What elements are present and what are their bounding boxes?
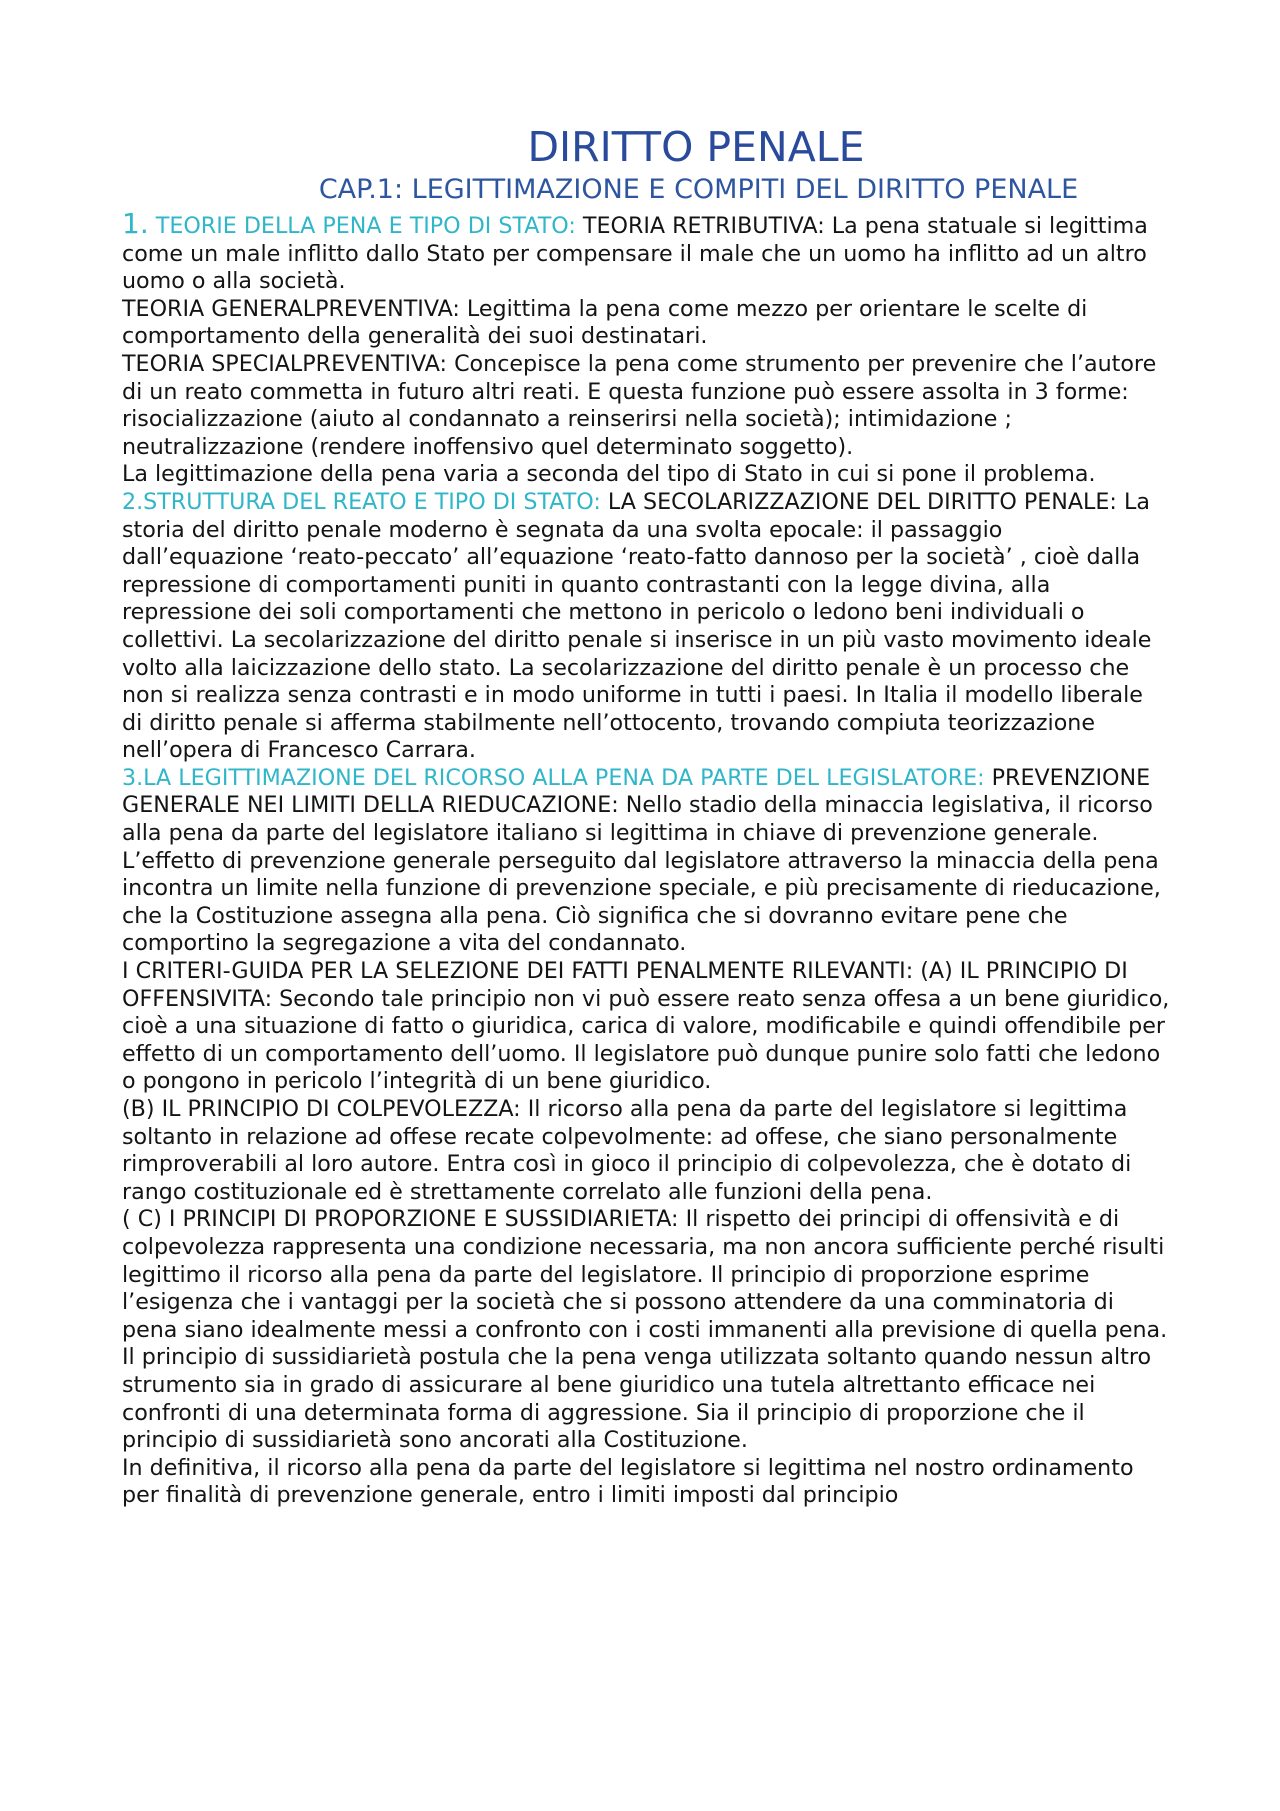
paragraph-text: PREVENZIONE GENERALE NEI LIMITI DELLA RIEDUCAZIONE: Nello stadio della minaccia legislativa, il ricorso alla pena da parte del legislatore italiano si legittima in chiave di prevenzione generale. L’effetto di prevenzione generale perseguito dal legislatore attraverso la minaccia della pena incontra un limite nella funzione di prevenzione speciale, e più precisamente di rieducazione, che la Costituzione assegna alla pena. Ciò significa che si dovranno evitare pene che comportino la segregazione a vita del condannato. [122,764,1161,957]
section-heading: TEORIE DELLA PENA E TIPO DI STATO: [148,213,576,239]
paragraph-4 [122,461,1170,489]
paragraph-10 [122,1455,1170,1510]
paragraph-text: In definitiva, il ricorso alla pena da parte del legislatore si legittima nel nostro ordinamento per finalità di prevenzione generale, entro i limiti imposti dal principio [122,1454,1134,1509]
paragraph-3 [122,351,1170,461]
page-title: DIRITTO PENALE [527,123,865,171]
paragraph-text: LA SECOLARIZZAZIONE DEL DIRITTO PENALE: La storia del diritto penale moderno è segnata da una svolta epocale: il passaggio dall’equazione ‘reato-peccato’ all’equazione ‘reato-fatto dannoso per la società’ , cioè dalla repressione di comportamenti puniti in quanto contrastanti con la legge divina, alla repressione dei soli comportamenti che mettono in pericolo o ledono beni individuali o collettivi. La secolarizzazione del diritto penale si inserisce in un più vasto movimento ideale volto alla laicizzazione dello stato. La secolarizzazione del diritto penale è un processo che non si realizza senza contrasti e in modo uniforme in tutti i paesi. In Italia il modello liberale di diritto penale si afferma stabilmente nell’ottocento, trovando compiuta teorizzazione nell’opera di Francesco Carrara. [122,488,1152,764]
paragraph-5 [122,489,1170,765]
paragraph-1 [122,207,1170,296]
section-heading: 3.LA LEGITTIMAZIONE DEL RICORSO ALLA PENA DA PARTE DEL LEGISLATORE: [122,764,985,791]
paragraph-text: I CRITERI-GUIDA PER LA SELEZIONE DEI FATTI PENALMENTE RILEVANTI: (A) IL PRINCIPIO DI OFFENSIVITA: Secondo tale principio non vi può essere reato senza offesa a un bene giuridico, cioè a una situazione di fatto o giuridica, carica di valore, modificabile e quindi offendibile per effetto di un comportamento dell’uomo. Il legislatore può dunque punire solo fatti che ledono o pongono in pericolo l’integrità di un bene giuridico. [122,958,1170,1095]
paragraph-9 [122,1206,1170,1454]
paragraph-8 [122,1096,1170,1206]
document-body [122,207,1170,1510]
section-number: 1. [122,207,149,240]
paragraph-text: La legittimazione della pena varia a seconda del tipo di Stato in cui si pone il problema. [122,461,1096,488]
paragraph-text: TEORIA RETRIBUTIVA: La pena statuale si legittima come un male inflitto dallo Stato per compensare il male che un uomo ha inflitto ad un altro uomo o alla società. [122,213,1148,295]
section-heading: 2.STRUTTURA DEL REATO E TIPO DI STATO: [122,488,601,515]
paragraph-7 [122,958,1170,1096]
paragraph-6 [122,765,1170,958]
chapter-heading: CAP.1: LEGITTIMAZIONE E COMPITI DEL DIRITTO PENALE [318,174,1079,205]
paragraph-text: ( C) I PRINCIPI DI PROPORZIONE E SUSSIDIARIETA: Il rispetto dei principi di offensività e di colpevolezza rappresenta una condizione necessaria, ma non ancora sufficiente perché risulti legittimo il ricorso alla pena da parte del legislatore. Il principio di proporzione esprime l’esigenza che i vantaggi per la società che si possono attendere da una comminatoria di pena siano idealmente messi a confronto con i costi immanenti alla previsione di quella pena. Il principio di sussidiarietà postula che la pena venga utilizzata soltanto quando nessun altro strumento sia in grado di assicurare al bene giuridico una tutela altrettanto efficace nei confronti di una determinata forma di aggressione. Sia il principio di proporzione che il principio di sussidiarietà sono ancorati alla Costituzione. [122,1206,1168,1454]
paragraph-2 [122,296,1170,351]
paragraph-text: TEORIA GENERALPREVENTIVA: Legittima la pena come mezzo per orientare le scelte di comportamento della generalità dei suoi destinatari. [122,295,1088,350]
paragraph-text: TEORIA SPECIALPREVENTIVA: Concepisce la pena come strumento per prevenire che l’autore di un reato commetta in futuro altri reati. E questa funzione può essere assolta in 3 forme: risocializzazione (aiuto al condannato a reinserirsi nella società); intimidazione ; neutralizzazione (rendere inoffensivo quel determinato soggetto). [122,350,1157,460]
paragraph-text: (B) IL PRINCIPIO DI COLPEVOLEZZA: Il ricorso alla pena da parte del legislatore si legittima soltanto in relazione ad offese recate colpevolmente: ad offese, che siano personalmente rimproverabili al loro autore. Entra così in gioco il principio di colpevolezza, che è dotato di rango costituzionale ed è strettamente correlato alle funzioni della pena. [122,1096,1132,1205]
